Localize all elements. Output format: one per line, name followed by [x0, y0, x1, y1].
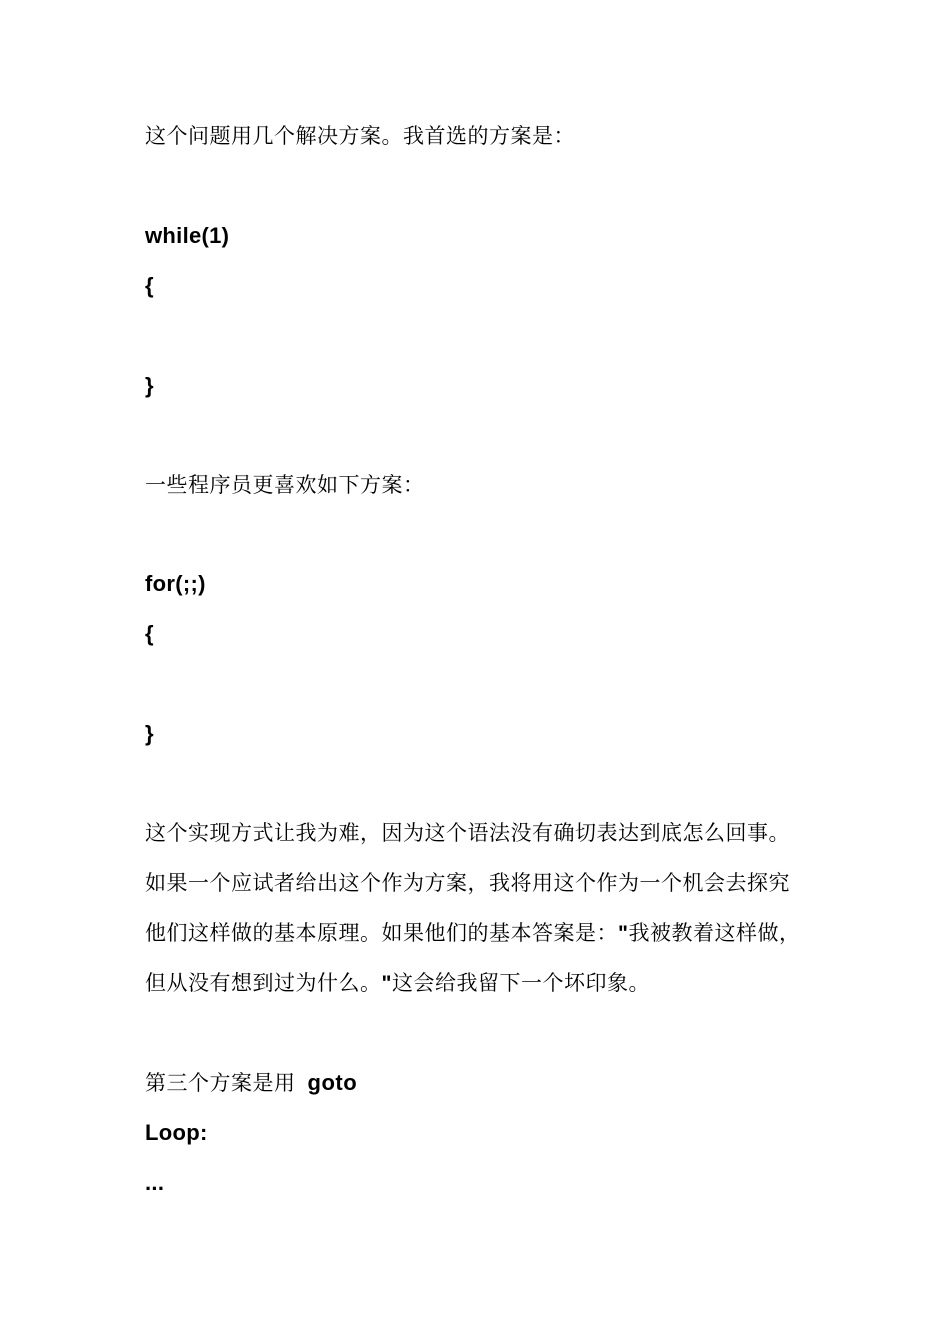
paragraph-line-3-tail: 我被教着这样做， — [628, 921, 801, 945]
paragraph-line-4-tail: 这会给我留下一个坏印象。 — [391, 971, 650, 995]
paragraph-intro: 这个问题用几个解决方案。我首选的方案是： — [145, 124, 575, 148]
code-while: while(1) — [145, 223, 230, 248]
code-open-brace: { — [145, 273, 154, 298]
code-loop-label: Loop: — [145, 1120, 208, 1145]
paragraph-alternative: 一些程序员更喜欢如下方案： — [145, 473, 425, 497]
quote-mark-close: " — [381, 972, 392, 995]
paragraph-line-1: 这个实现方式让我为难，因为这个语法没有确切表达到底怎么回事。 — [145, 821, 790, 845]
code-close-brace: } — [145, 373, 154, 398]
paragraph-third-option — [145, 1069, 357, 1097]
quote-mark-open: " — [618, 922, 629, 945]
code-for: for(;;) — [145, 571, 206, 596]
paragraph-line-4-text: 但从没有想到过为什么。 — [145, 971, 382, 995]
code-close-brace-2: } — [145, 721, 154, 746]
code-ellipsis: ... — [145, 1170, 165, 1195]
paragraph-line-2: 如果一个应试者给出这个作为方案，我将用这个作为一个机会去探究 — [145, 871, 790, 895]
paragraph-line-4 — [145, 969, 650, 998]
code-open-brace-2: { — [145, 621, 154, 646]
paragraph-line-3-text: 他们这样做的基本原理。如果他们的基本答案是： — [145, 921, 618, 945]
goto-keyword: goto — [307, 1070, 358, 1095]
third-option-text: 第三个方案是用 — [145, 1071, 296, 1095]
paragraph-line-3 — [145, 919, 800, 948]
